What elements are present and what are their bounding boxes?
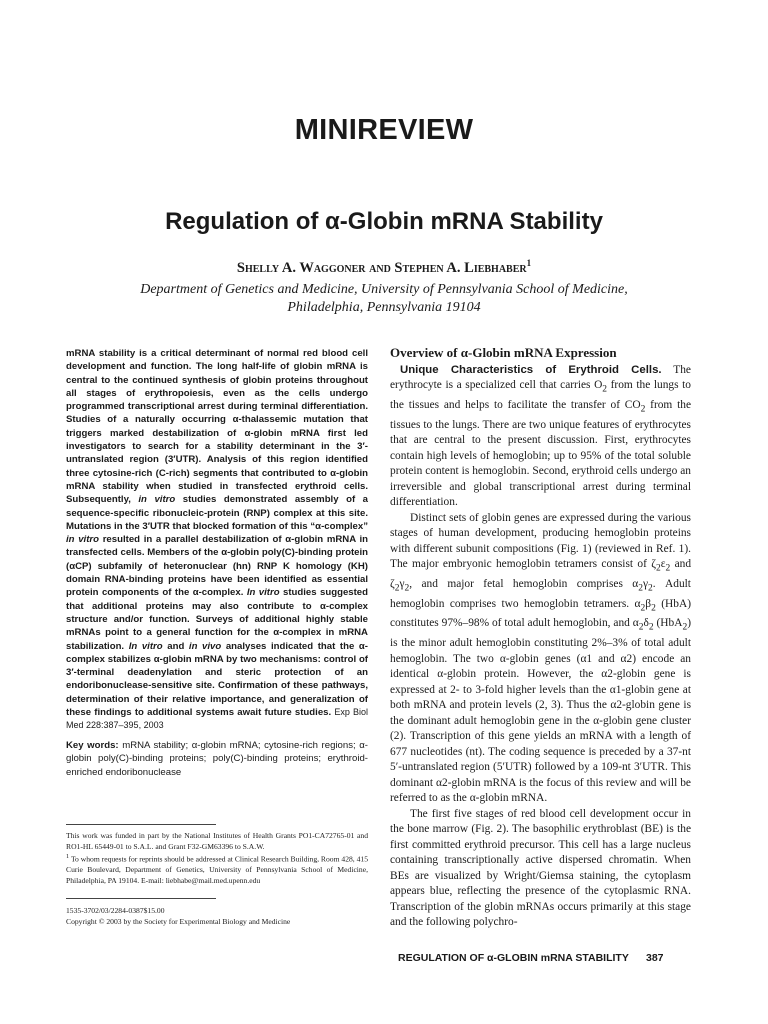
body-paragraph: Distinct sets of globin genes are expressed during the various stages of human development, producing hemoglobin proteins with different subunit compositions (Fig. 1) (reviewed in Ref. 1). The major embryonic hemoglobin tetramers consist of $\zeta_2\varepsilon_2$ and $\zeta_2\gamma_2$, and major fetal hemoglobin comprises $\alpha_2\gamma_2$. Adult hemoglobin comprises two hemoglobin tetramers. $\alpha_2\beta_2$ (HbA) constitutes 97%–98% of total adult hemoglobin, and $\alpha_2\delta_2$ (HbA$_2$) is the minor adult hemoglobin constituting 2%–3% of total adult hemoglobin. The two α-globin genes (α1 and α2) encode an identical α-globin protein. However, the α2-globin gene is expressed at 2- to 3-fold higher levels than the α1-globin gene at both mRNA and protein levels (2, 3). Thus the α2-globin gene is the dominant adult hemoglobin gene in the α-globin gene cluster (2). Transcription of this gene yields an mRNA with a length of 677 nucleotides (nt). The coding sequence is preceded by a 37-nt 5′-untranslated region (5′UTR) followed by a 109-nt 3′UTR. This dominant α2-globin mRNA is the focus of this review and will be referred to as the α-globin mRNA. xyxy=(390,511,692,805)
funding-text: This work was funded in part by the National Institutes of Health Grants PO1-CA72765-01 and RO1-HL 65449-01 to S.A.L. and Grant F32-GM63396 to S.A.W. xyxy=(66,831,368,851)
affiliation-line: Department of Genetics and Medicine, University of Pennsylvania School of Medicine, xyxy=(140,282,628,297)
abstract-text: studies demonstrated assembly of a sequence-specific ribonucleic-protein (RNP) complex at this site. Mutations in the 3′UTR that blocked formation of this “α-complex” xyxy=(66,494,368,532)
abstract xyxy=(66,347,368,733)
issn-line: 1535-3702/03/2284-0387$15.00 xyxy=(66,906,165,915)
correspondence-mark: 1 xyxy=(66,853,70,860)
body-paragraph: Unique Characteristics of Erythroid Cells. The erythrocyte is a specialized cell that carries $O_2$ from the lungs to the tissues and helps to facilitate the transfer of $CO_2$ from the tissues to the lungs. There are two unique features of erythrocytes that are central to the present discussion. First, erythrocytes contain high levels of hemoglobin; up to 95% of the total soluble protein content is hemoglobin. Second, erythroid cells undergo an irreversible and global transcriptional arrest during terminal differentiation. xyxy=(390,363,691,509)
abstract-text: resulted in a parallel destabilization of α-globin mRNA in transfected cells. Members of the α-globin poly(C)-binding protein (αCP) subfamily of heteronuclear (hn) RNP K homology (KH) domain RNA-binding proteins have been identified as essential protein components of the α-complex. xyxy=(66,534,369,599)
keywords xyxy=(66,739,368,779)
correspondence-text: To whom requests for reprints should be addressed at Clinical Research Building, Room 428, 415 Curie Boulevard, Department of Genetics, University of Pennsylvania School of Medicine, Philadelphia, PA 19104. E-mail: liebhabe@mail.med.upenn.edu xyxy=(66,854,368,885)
abstract-text: and xyxy=(162,640,189,652)
footnote-divider xyxy=(66,824,216,825)
journal-citation: Exp Biol Med 228:387–395, 2003 xyxy=(66,707,368,731)
abstract-italic: In vitro xyxy=(128,640,163,652)
affiliation xyxy=(110,281,658,317)
abstract-italic: In vitro xyxy=(246,587,280,599)
abstract-text: studies suggested that additional proteins may also contribute to α-complex structure and/or function. Surveys of additional highly stable mRNAs point to a general function for the α-complex in mRNA stabilization. xyxy=(66,587,369,652)
abstract-italic: in vitro xyxy=(138,494,176,506)
correspondence-footnote xyxy=(66,852,368,886)
keywords-label: Key words: xyxy=(66,740,119,751)
footnote-divider xyxy=(66,898,216,899)
article-title: Regulation of α-Globin mRNA Stability xyxy=(165,208,603,235)
keywords-text: mRNA stability; α-globin mRNA; cytosine-rich regions; α-globin poly(C)-binding proteins; poly(C)-binding proteins; erythroid-enriched endoribonuclease xyxy=(66,740,368,778)
copyright-block xyxy=(66,906,368,927)
subsection-heading: Unique Characteristics of Erythroid Cells. xyxy=(400,363,662,376)
abstract-italic: in vitro xyxy=(66,534,100,546)
section-heading: Overview of α-Globin mRNA Expression xyxy=(390,345,617,360)
author-footnote-mark: 1 xyxy=(526,258,532,268)
copyright-line: Copyright © 2003 by the Society for Experimental Biology and Medicine xyxy=(66,916,291,926)
authors-names: Shelly A. Waggoner and Stephen A. Liebhaber xyxy=(236,259,527,276)
running-head: REGULATION OF α-GLOBIN mRNA STABILITY xyxy=(398,952,629,964)
abstract-italic: in vivo xyxy=(188,640,222,652)
body-text-column xyxy=(390,345,691,931)
page-number: 387 xyxy=(646,952,664,964)
body-paragraph: The first five stages of red blood cell development occur in the bone marrow (Fig. 2). The basophilic erythroblast (BE) is the first committed erythroid precursor. This cell has a large nucleus containing transcriptionally active dispersed chromatin. When BEs are visualized by Wright/Giemsa staining, the cytoplasm appears blue, reflecting the presence of the cytoplasmic RNA. Transcription of the globin mRNAs occurs primarily at this stage and the following polychro- xyxy=(390,807,691,929)
affiliation-line: Philadelphia, Pennsylvania 19104 xyxy=(287,300,481,315)
funding-footnote xyxy=(66,831,368,886)
author-list xyxy=(0,258,768,277)
abstract-text: mRNA stability is a critical determinant of normal red blood cell development and function. The long half-life of globin mRNA is central to the continued synthesis of globin proteins throughout all stages of erythropoiesis, even as the cells undergo programmed transcriptional arrest during terminal differentiation. Studies of a naturally occurring α-thalassemic mutation that triggers marked destabilization of α-globin mRNA first led investigators to search for a stability determinant in the 3′-untranslated region (3′UTR). Analysis of this region identified three cytosine-rich (C-rich) segments that contributed to α-globin mRNA stability when studied in transfected erythroid cells. Subsequently, xyxy=(66,348,368,506)
section-label: MINIREVIEW xyxy=(294,114,474,146)
abstract-text: analyses indicated that the α-complex stabilizes α-globin mRNA by two mechanisms: control of 3′-terminal deadenylation and steric protection of an endoribonuclease-sensitive site. Confirmation of these pathways, determination of their relative importance, and generalization of these findings to additional systems await future studies. xyxy=(66,640,368,719)
